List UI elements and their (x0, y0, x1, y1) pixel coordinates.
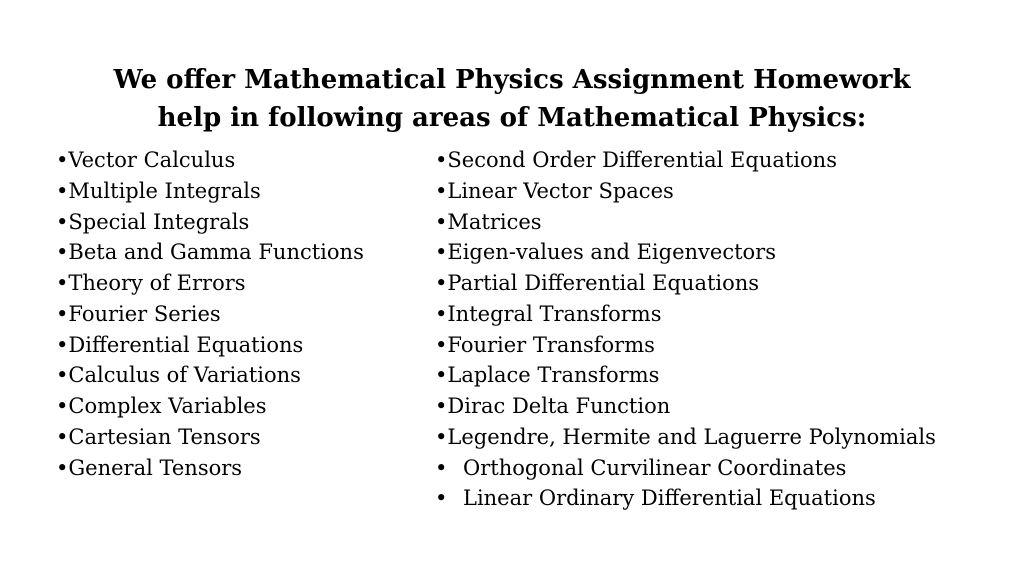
bullet-icon: • (56, 148, 69, 172)
bullet-icon: • (56, 424, 69, 449)
bullet-icon: • (435, 209, 448, 234)
title-line-2: help in following areas of Mathematical Physics: (157, 103, 867, 134)
topic-list-left (56, 145, 416, 483)
bullet-icon: • (56, 363, 69, 388)
list-item-label: Linear Ordinary Differential Equations (463, 486, 876, 511)
list-item (435, 299, 1020, 330)
list-item (56, 299, 416, 330)
topic-list-right (435, 145, 1020, 514)
list-item-label: Theory of Errors (68, 271, 246, 295)
list-item (435, 360, 1020, 391)
bullet-icon: • (435, 486, 448, 511)
bullet-icon: • (435, 332, 448, 357)
list-item (435, 145, 1020, 176)
bullet-icon: • (435, 455, 448, 480)
list-item (56, 422, 416, 453)
list-item (435, 422, 1020, 453)
list-item-label: Complex Variables (68, 394, 267, 418)
list-item (56, 268, 416, 299)
title-line-1: We offer Mathematical Physics Assignment Homework (113, 65, 911, 96)
list-item-label: Linear Vector Spaces (447, 178, 674, 203)
page-title (0, 61, 1024, 137)
list-item (56, 360, 416, 391)
list-item (435, 207, 1020, 238)
list-item-label: Vector Calculus (68, 148, 236, 172)
list-item (435, 268, 1020, 299)
bullet-icon: • (435, 394, 448, 418)
list-item-label: Dirac Delta Function (447, 394, 671, 418)
list-item (435, 453, 1020, 484)
list-item-label: Legendre, Hermite and Laguerre Polynomials (447, 424, 936, 449)
list-item-label: Second Order Differential Equations (447, 148, 837, 172)
bullet-icon: • (56, 209, 69, 234)
bullet-icon: • (435, 424, 448, 449)
list-item-label: Fourier Transforms (447, 332, 655, 357)
list-item (56, 176, 416, 207)
list-item-label: Laplace Transforms (447, 363, 660, 388)
list-item (435, 330, 1020, 361)
list-item-label: Calculus of Variations (68, 363, 301, 388)
list-item-label: Special Integrals (68, 209, 250, 234)
list-item (435, 391, 1020, 422)
list-item-label: Cartesian Tensors (68, 424, 261, 449)
list-item (56, 145, 416, 176)
list-item (56, 453, 416, 484)
bullet-icon: • (56, 455, 69, 480)
list-item (435, 237, 1020, 268)
bullet-icon: • (56, 332, 69, 357)
bullet-icon: • (435, 240, 448, 265)
list-item-label: Beta and Gamma Functions (68, 240, 364, 265)
bullet-icon: • (435, 148, 448, 172)
bullet-icon: • (56, 394, 69, 418)
list-item-label: Orthogonal Curvilinear Coordinates (463, 455, 847, 480)
list-item-label: Fourier Series (68, 301, 221, 326)
bullet-icon: • (56, 178, 69, 203)
list-item-label: General Tensors (68, 455, 243, 480)
bullet-icon: • (56, 271, 69, 295)
bullet-icon: • (56, 301, 69, 326)
bullet-icon: • (435, 301, 448, 326)
bullet-icon: • (435, 363, 448, 388)
list-item-label: Eigen-values and Eigenvectors (447, 240, 776, 265)
list-item-label: Partial Differential Equations (447, 271, 760, 295)
list-item-label: Matrices (447, 209, 542, 234)
list-item (435, 483, 1020, 514)
bullet-icon: • (435, 271, 448, 295)
list-item (56, 237, 416, 268)
bullet-icon: • (56, 240, 69, 265)
list-item-label: Differential Equations (68, 332, 304, 357)
list-item-label: Multiple Integrals (68, 178, 261, 203)
bullet-icon: • (435, 178, 448, 203)
list-item (435, 176, 1020, 207)
list-item (56, 330, 416, 361)
list-item (56, 207, 416, 238)
list-item-label: Integral Transforms (447, 301, 662, 326)
list-item (56, 391, 416, 422)
